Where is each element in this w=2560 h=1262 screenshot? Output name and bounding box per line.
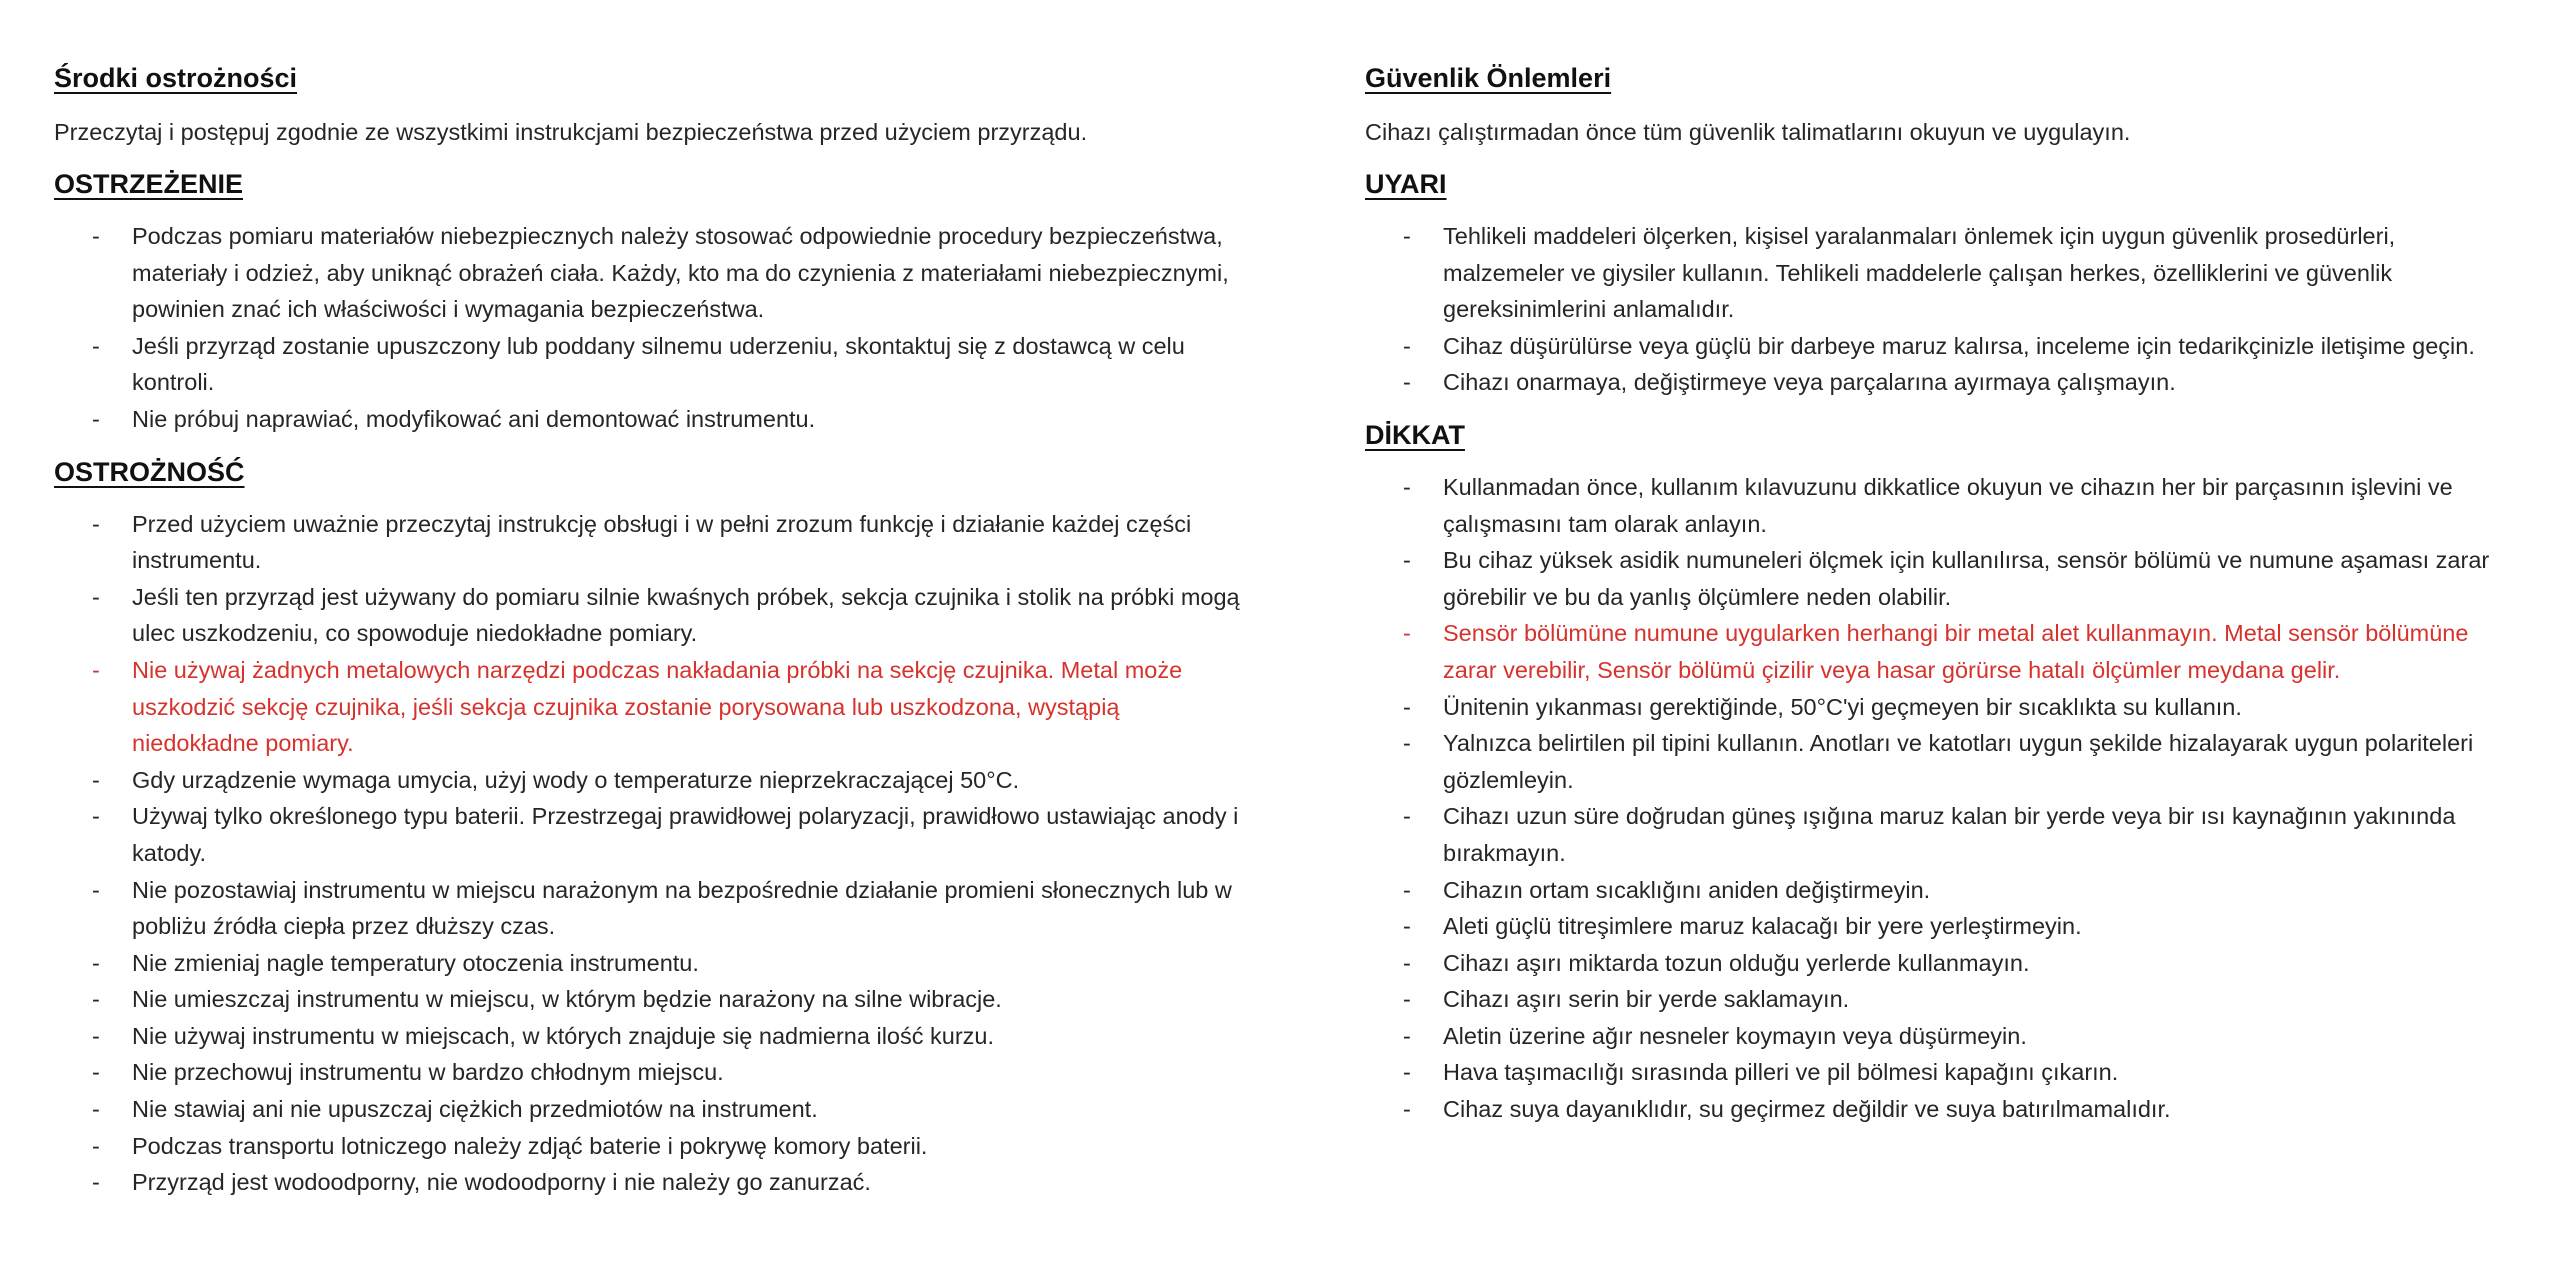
list-item — [54, 218, 1244, 328]
dash-marker: - — [1403, 876, 1411, 903]
list-item — [1365, 542, 2515, 615]
list-item-text: Ünitenin yıkanması gerektiğinde, 50°C'yi geçmeyen bir sıcaklıkta su kullanın. — [1443, 693, 2242, 720]
list-item-text: Bu cihaz yüksek asidik numuneleri ölçmek için kullanılırsa, sensör bölümü ve numune aşaması zarar görebilir ve bu da yanlış ölçümlere neden olabilir. — [1443, 547, 2490, 610]
list-item — [1365, 908, 2515, 945]
list-item-text: Używaj tylko określonego typu baterii. Przestrzegaj prawidłowej polaryzacji, prawidłowo ustawiając anody i katody. — [132, 803, 1239, 866]
list-item-text: Cihazın ortam sıcaklığını aniden değiştirmeyin. — [1443, 876, 1931, 903]
dash-marker: - — [92, 656, 100, 683]
list-item-text: Hava taşımacılığı sırasında pilleri ve pil bölmesi kapağını çıkarın. — [1443, 1059, 2119, 1086]
dash-marker: - — [92, 223, 100, 249]
dash-marker: - — [1403, 949, 1411, 976]
list-item-text: Cihazı onarmaya, değiştirmeye veya parçalarına ayırmaya çalışmayın. — [1443, 369, 2176, 396]
dash-marker: - — [1403, 913, 1411, 940]
warning-list — [54, 218, 1244, 438]
list-item — [1365, 218, 2515, 328]
list-item-text: Nie używaj żadnych metalowych narzędzi podczas nakładania próbki na sekcję czujnika. Metal może uszkodzić sekcję czujnika, jeśli sekcja czujnika zostanie porysowana lub uszkodzona, wystąpią niedokładne pomiary. — [132, 656, 1183, 757]
list-item — [1365, 872, 2515, 909]
list-item — [1365, 689, 2515, 726]
list-item — [54, 1054, 1244, 1091]
caution-heading: DİKKAT — [1365, 419, 1465, 450]
dash-marker: - — [1403, 547, 1411, 574]
dash-marker: - — [1403, 693, 1411, 720]
caution-heading: OSTROŻNOŚĆ — [54, 456, 245, 487]
list-item-text: Sensör bölümüne numune uygularken herhangi bir metal alet kullanmayın. Metal sensör bölümüne zarar verebilir, Sensör bölümü çizilir veya hasar görürse hatalı ölçümler meydana gelir. — [1443, 620, 2469, 683]
dash-marker: - — [1403, 369, 1411, 396]
list-item-text: Nie pozostawiaj instrumentu w miejscu narażonym na bezpośrednie działanie promieni słonecznych lub w pobliżu źródła ciepła przez dłuższy czas. — [132, 876, 1232, 940]
caution-list — [54, 506, 1244, 1201]
dash-marker: - — [92, 949, 100, 976]
list-item-text: Nie przechowuj instrumentu w bardzo chłodnym miejscu. — [132, 1059, 724, 1086]
list-item — [1365, 364, 2515, 401]
highlighted-list-item — [54, 652, 1244, 762]
dash-marker: - — [92, 986, 100, 1013]
list-item-text: Nie stawiaj ani nie upuszczaj ciężkich przedmiotów na instrument. — [132, 1096, 818, 1123]
list-item — [54, 981, 1244, 1018]
dash-marker: - — [92, 583, 100, 610]
turkish-column — [1365, 58, 2515, 1142]
list-item — [54, 798, 1244, 871]
dash-marker: - — [1403, 1096, 1411, 1123]
intro-text: Cihazı çalıştırmadan önce tüm güvenlik talimatlarını okuyun ve uygulayın. — [1365, 119, 2131, 145]
dash-marker: - — [92, 405, 100, 432]
dash-marker: - — [1403, 332, 1411, 359]
list-item-text: Cihazı aşırı miktarda tozun olduğu yerlerde kullanmayın. — [1443, 949, 2030, 976]
dash-marker: - — [1403, 223, 1411, 249]
list-item — [1365, 469, 2515, 542]
list-item — [54, 1164, 1244, 1201]
list-item-text: Nie próbuj naprawiać, modyfikować ani demontować instrumentu. — [132, 405, 816, 432]
intro-text: Przeczytaj i postępuj zgodnie ze wszystkimi instrukcjami bezpieczeństwa przed użyciem przyrządu. — [54, 119, 1088, 145]
list-item — [54, 1128, 1244, 1165]
list-item — [54, 945, 1244, 982]
list-item — [54, 401, 1244, 438]
list-item — [54, 762, 1244, 799]
list-item — [1365, 798, 2515, 871]
page-title: Güvenlik Önlemleri — [1365, 63, 1612, 93]
list-item — [1365, 328, 2515, 365]
list-item-text: Nie zmieniaj nagle temperatury otoczenia instrumentu. — [132, 949, 699, 976]
dash-marker: - — [92, 1096, 100, 1123]
dash-marker: - — [92, 1022, 100, 1049]
warning-heading: UYARI — [1365, 169, 1447, 199]
list-item-text: Nie używaj instrumentu w miejscach, w których znajduje się nadmierna ilość kurzu. — [132, 1022, 995, 1049]
list-item — [54, 1091, 1244, 1128]
list-item — [1365, 1054, 2515, 1091]
dash-marker: - — [92, 1132, 100, 1159]
list-item-text: Gdy urządzenie wymaga umycia, użyj wody o temperaturze nieprzekraczającej 50°C. — [132, 766, 1020, 793]
page-title: Środki ostrożności — [54, 63, 298, 93]
list-item-text: Tehlikeli maddeleri ölçerken, kişisel yaralanmaları önlemek için uygun güvenlik prosedürleri, malzemeler ve giysiler kullanın. Tehlikeli maddelerle çalışan herkes, özelliklerini ve güvenlik gereksinimlerini anlamalıdır. — [1443, 223, 2396, 323]
list-item-text: Cihaz suya dayanıklıdır, su geçirmez değildir ve suya batırılmamalıdır. — [1443, 1096, 2171, 1123]
list-item — [1365, 945, 2515, 982]
warning-list — [1365, 218, 2515, 401]
dash-marker: - — [92, 332, 100, 359]
list-item-text: Aleti güçlü titreşimlere maruz kalacağı bir yere yerleştirmeyin. — [1443, 913, 2082, 940]
list-item-text: Cihazı uzun süre doğrudan güneş ışığına maruz kalan bir yerde veya bir ısı kaynağının yakınında bırakmayın. — [1443, 803, 2456, 866]
dash-marker: - — [92, 510, 100, 537]
dash-marker: - — [1403, 1059, 1411, 1086]
list-item-text: Przed użyciem uważnie przeczytaj instrukcję obsługi i w pełni zrozum funkcję i działanie każdej części instrumentu. — [132, 510, 1192, 574]
dash-marker: - — [92, 1169, 100, 1196]
dash-marker: - — [92, 803, 100, 830]
list-item-text: Kullanmadan önce, kullanım kılavuzunu dikkatlice okuyun ve cihazın her bir parçasının işlevini ve çalışmasını tam olarak anlayın. — [1443, 473, 2453, 537]
list-item — [1365, 725, 2515, 798]
list-item-text: Yalnızca belirtilen pil tipini kullanın. Anotları ve katotları uygun şekilde hizalayarak uygun polariteleri gözlemleyin. — [1443, 730, 2474, 793]
dash-marker: - — [1403, 620, 1411, 647]
list-item — [1365, 981, 2515, 1018]
list-item — [54, 872, 1244, 945]
list-item-text: Podczas pomiaru materiałów niebezpiecznych należy stosować odpowiednie procedury bezpieczeństwa, materiały i odzież, aby uniknąć obrażeń ciała. Każdy, kto ma do czynienia z materiałami niebezpiecznymi, powinien znać ich właściwości i wymagania bezpieczeństwa. — [132, 223, 1229, 323]
dash-marker: - — [1403, 1022, 1411, 1049]
list-item-text: Przyrząd jest wodoodporny, nie wodoodporny i nie należy go zanurzać. — [132, 1169, 871, 1196]
list-item-text: Podczas transportu lotniczego należy zdjąć baterie i pokrywę komory baterii. — [132, 1132, 928, 1159]
list-item — [54, 328, 1244, 401]
polish-column — [54, 58, 1244, 1215]
caution-list — [1365, 469, 2515, 1128]
dash-marker: - — [92, 1059, 100, 1086]
list-item-text: Aletin üzerine ağır nesneler koymayın veya düşürmeyin. — [1443, 1022, 2027, 1049]
dash-marker: - — [92, 876, 100, 903]
list-item — [1365, 1018, 2515, 1055]
warning-heading: OSTRZEŻENIE — [54, 169, 244, 199]
list-item-text: Nie umieszczaj instrumentu w miejscu, w którym będzie narażony na silne wibracje. — [132, 986, 1002, 1013]
list-item-text: Jeśli ten przyrząd jest używany do pomiaru silnie kwaśnych próbek, sekcja czujnika i stolik na próbki mogą ulec uszkodzeniu, co spowoduje niedokładne pomiary. — [132, 583, 1240, 647]
list-item-text: Jeśli przyrząd zostanie upuszczony lub poddany silnemu uderzeniu, skontaktuj się z dostawcą w celu kontroli. — [132, 332, 1185, 396]
list-item — [54, 506, 1244, 579]
dash-marker: - — [1403, 803, 1411, 830]
list-item — [54, 579, 1244, 652]
list-item-text: Cihazı aşırı serin bir yerde saklamayın. — [1443, 986, 1850, 1013]
list-item — [1365, 1091, 2515, 1128]
dash-marker: - — [1403, 473, 1411, 500]
dash-marker: - — [92, 766, 100, 793]
dash-marker: - — [1403, 986, 1411, 1013]
dash-marker: - — [1403, 730, 1411, 757]
list-item — [54, 1018, 1244, 1055]
list-item-text: Cihaz düşürülürse veya güçlü bir darbeye maruz kalırsa, inceleme için tedarikçinizle iletişime geçin. — [1443, 332, 2475, 359]
highlighted-list-item — [1365, 615, 2515, 688]
